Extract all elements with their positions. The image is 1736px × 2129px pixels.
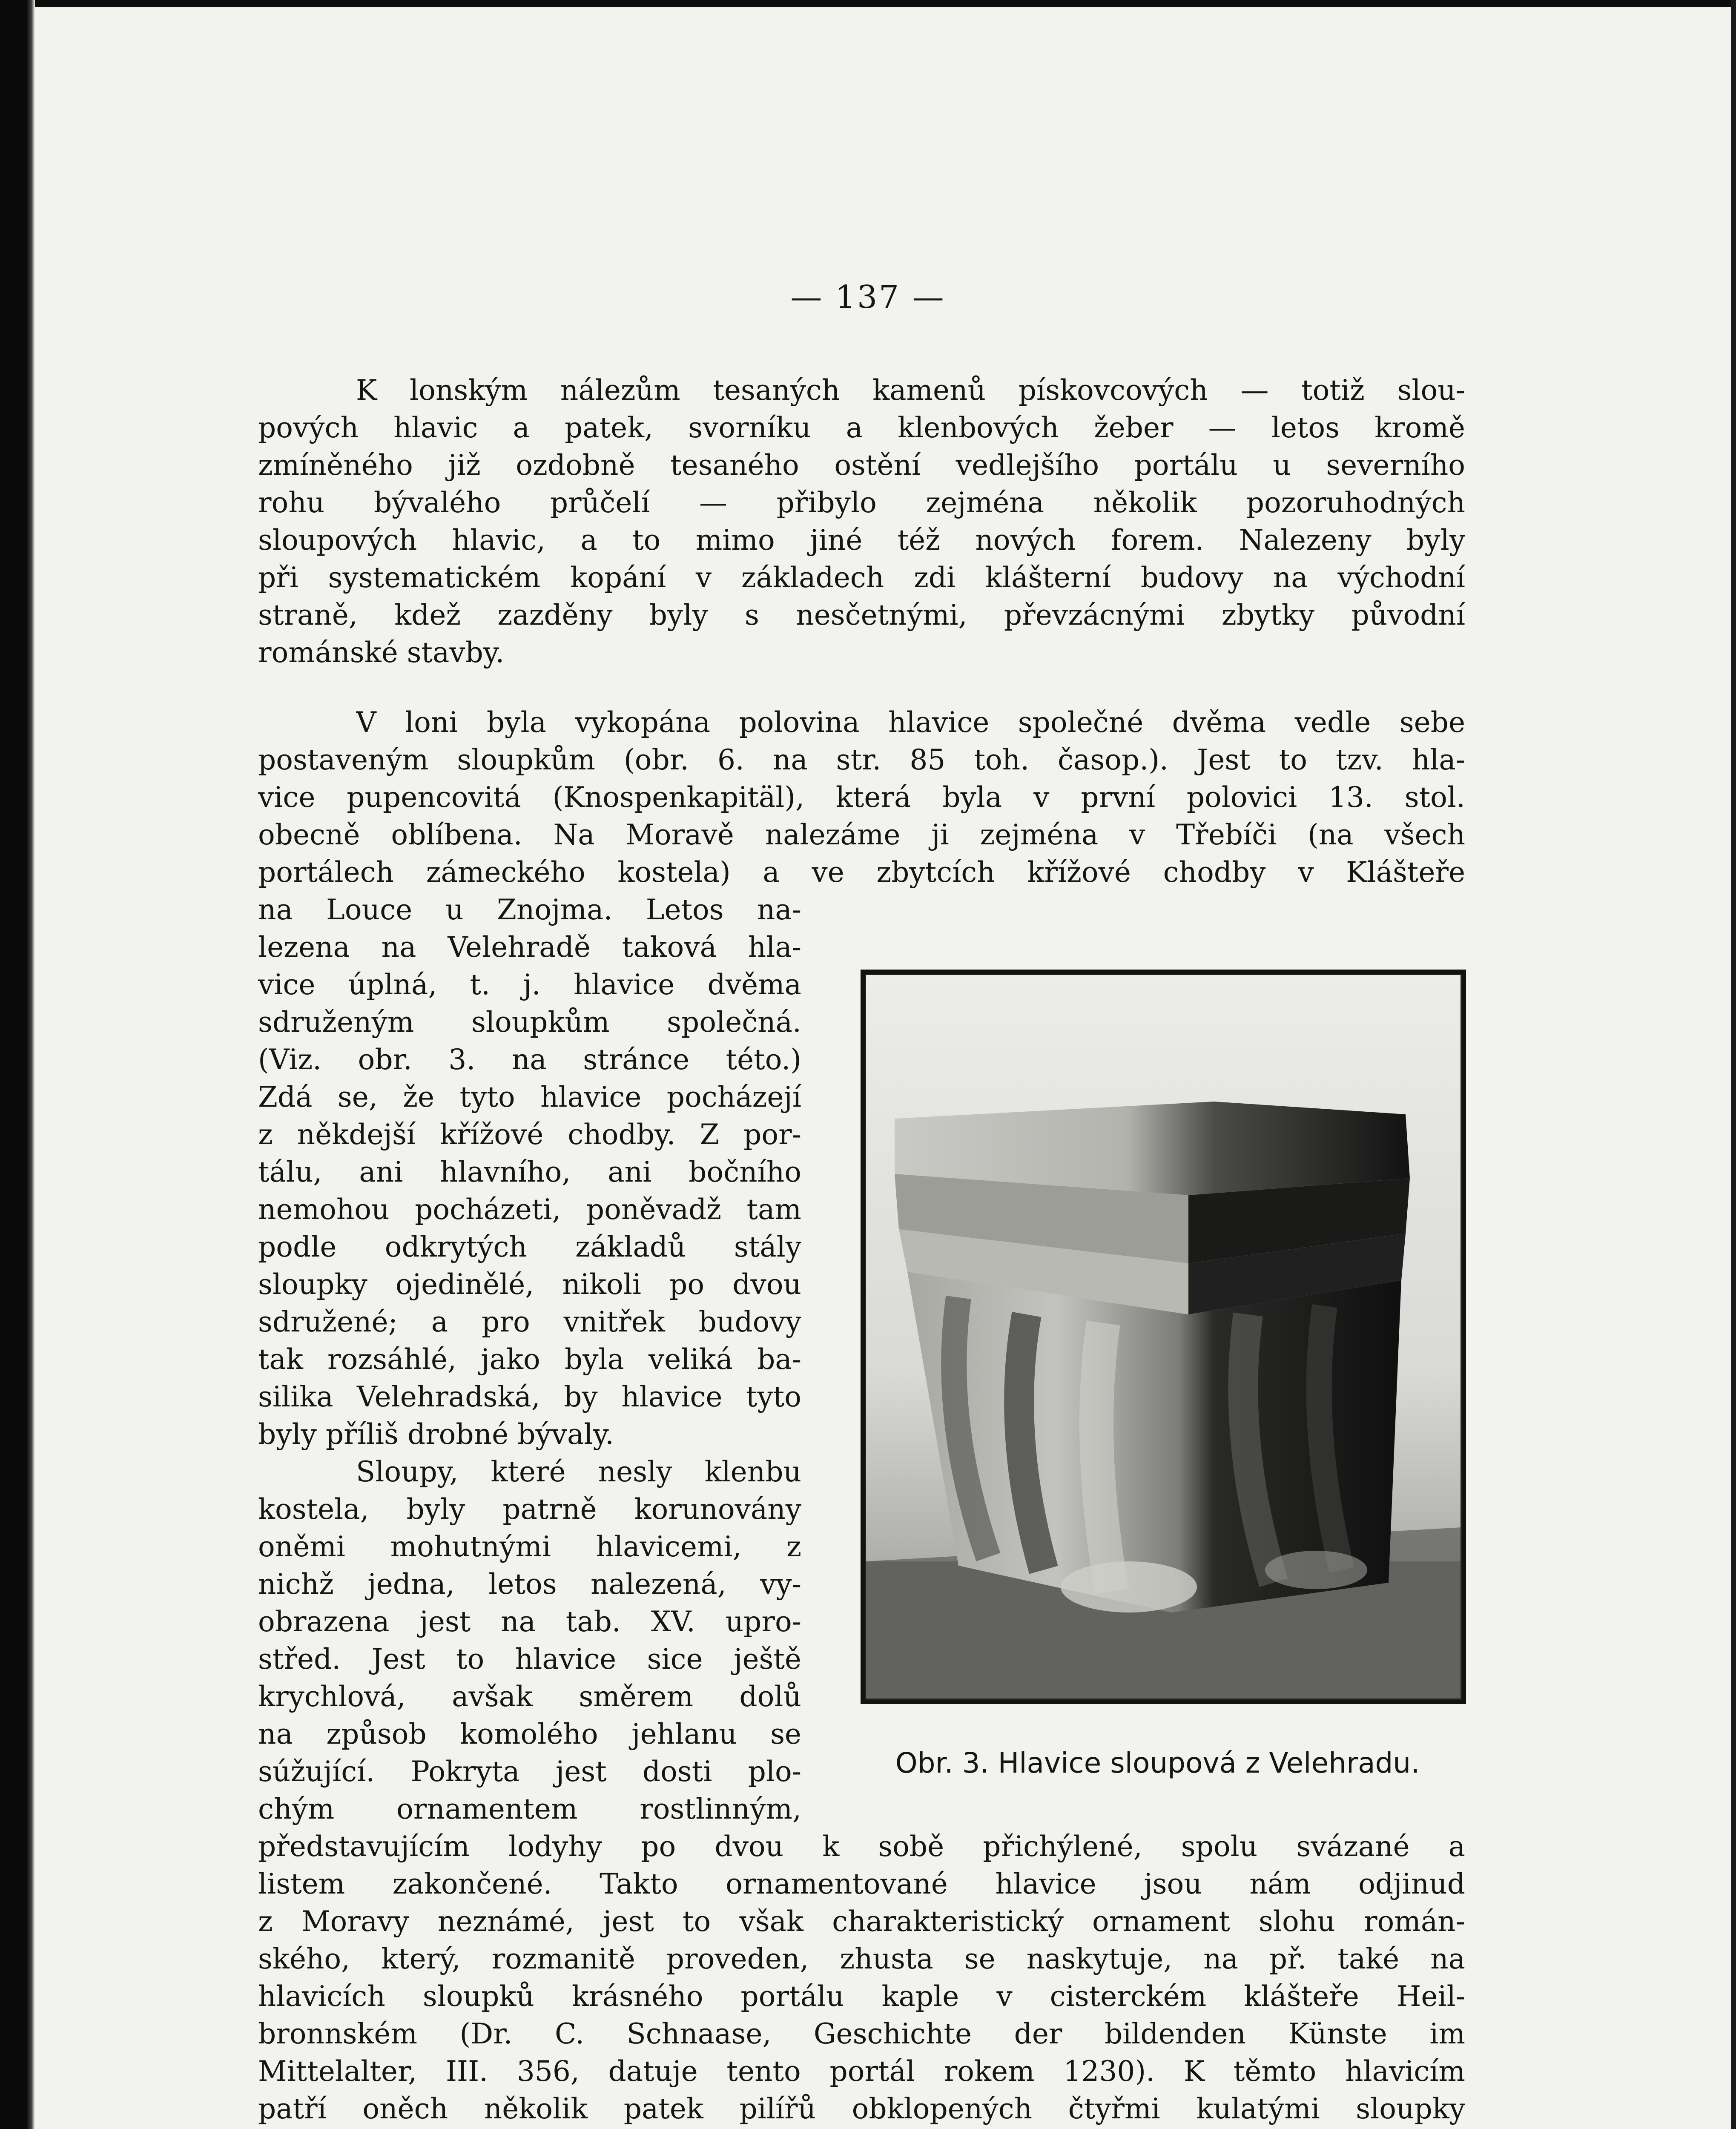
text-line: tak rozsáhlé, jako byla veliká ba-: [258, 1343, 801, 1376]
text-line: byly příliš drobné bývaly.: [258, 1418, 614, 1451]
text-line: sloupových hlavic, a to mimo jiné též nových forem. Nalezeny byly: [258, 524, 1465, 557]
text-line: Zdá se, že tyto hlavice pocházejí: [258, 1081, 801, 1113]
text-line: sdružené; a pro vnitřek budovy: [258, 1306, 801, 1338]
text-line: obrazena jest na tab. XV. upro-: [258, 1605, 801, 1638]
column-capital-image: [865, 974, 1462, 1700]
text-line: vice úplná, t. j. hlavice dvěma: [258, 968, 801, 1001]
text-line: silika Velehradská, by hlavice tyto: [258, 1380, 801, 1413]
text-line: kostela, byly patrně korunovány: [258, 1493, 801, 1526]
text-line: obecně oblíbena. Na Moravě nalezáme ji zejména v Třebíči (na všech: [258, 818, 1465, 851]
text-line: nemohou pocházeti, poněvadž tam: [258, 1193, 801, 1226]
text-line: na způsob komolého jehlanu se: [258, 1718, 801, 1750]
text-line: podle odkrytých základů stály: [258, 1231, 801, 1263]
text-line: straně, kdež zazděny byly s nesčetnými, převzácnými zbytky původní: [258, 599, 1465, 631]
text-line: při systematickém kopání v základech zdi klášterní budovy na východní: [258, 561, 1465, 594]
text-line: ského, který, rozmanitě proveden, zhusta se naskytuje, na př. také na: [258, 1942, 1465, 1975]
text-line: lezena na Velehradě taková hla-: [258, 931, 801, 964]
scan-edge-top: [0, 0, 1736, 7]
text-line: K lonským nálezům tesaných kamenů pískovcových — totiž slou-: [356, 374, 1465, 407]
text-line: představujícím lodyhy po dvou k sobě přichýlené, spolu svázané a: [258, 1830, 1465, 1863]
text-line: krychlová, avšak směrem dolů: [258, 1680, 801, 1713]
text-line: Sloupy, které nesly klenbu: [356, 1455, 801, 1488]
text-line: listem zakončené. Takto ornamentované hlavice jsou nám odjinud: [258, 1868, 1465, 1900]
text-line: vice pupencovitá (Knospenkapitäl), která byla v první polovici 13. stol.: [258, 781, 1465, 814]
text-line: (Viz. obr. 3. na stránce této.): [258, 1043, 801, 1076]
text-line: pových hlavic a patek, svorníku a klenbových žeber — letos kromě: [258, 411, 1465, 444]
text-line: z Moravy neznámé, jest to však charakteristický ornament slohu román-: [258, 1905, 1465, 1938]
text-line: rohu bývalého průčelí — přibylo zejména několik pozoruhodných: [258, 486, 1465, 519]
text-line: na Louce u Znojma. Letos na-: [258, 893, 801, 926]
text-line: portálech zámeckého kostela) a ve zbytcích křížové chodby v Klášteře: [258, 856, 1465, 889]
text-line: nichž jedna, letos nalezená, vy-: [258, 1568, 801, 1601]
text-line: Mittelalter, III. 356, datuje tento portál rokem 1230). K těmto hlavicím: [258, 2055, 1465, 2088]
text-line: tálu, ani hlavního, ani bočního: [258, 1156, 801, 1188]
text-line: patří oněch několik patek pilířů obklopených čtyřmi kulatými sloupky: [258, 2092, 1465, 2125]
text-line: postaveným sloupkům (obr. 6. na str. 85 toh. časop.). Jest to tzv. hla-: [258, 743, 1465, 776]
text-line: sloupky ojedinělé, nikoli po dvou: [258, 1268, 801, 1301]
scan-edge-right: [1731, 0, 1736, 2129]
text-line: chým ornamentem rostlinným,: [258, 1793, 801, 1825]
scan-edge-left: [0, 0, 35, 2129]
text-line: V loni byla vykopána polovina hlavice společné dvěma vedle sebe: [356, 706, 1465, 739]
text-line: sdruženým sloupkům společná.: [258, 1006, 801, 1039]
text-line: střed. Jest to hlavice sice ještě: [258, 1643, 801, 1676]
capital-photo: [861, 970, 1466, 1704]
text-line: súžující. Pokryta jest dosti plo-: [258, 1755, 801, 1788]
text-line: oněmi mohutnými hlavicemi, z: [258, 1530, 801, 1563]
text-line: z někdejší křížové chodby. Z por-: [258, 1118, 801, 1151]
text-line: bronnském (Dr. C. Schnaase, Geschichte der bildenden Künste im: [258, 2017, 1465, 2050]
text-line: zmíněného již ozdobně tesaného ostění vedlejšího portálu u severního: [258, 449, 1465, 482]
text-line: románské stavby.: [258, 636, 505, 669]
text-line: hlavicích sloupků krásného portálu kaple v cisterckém klášteře Heil-: [258, 1980, 1465, 2013]
figure-caption: Obr. 3. Hlavice sloupová z Velehradu.: [895, 1747, 1420, 1779]
page-number: — 137 —: [790, 279, 946, 316]
